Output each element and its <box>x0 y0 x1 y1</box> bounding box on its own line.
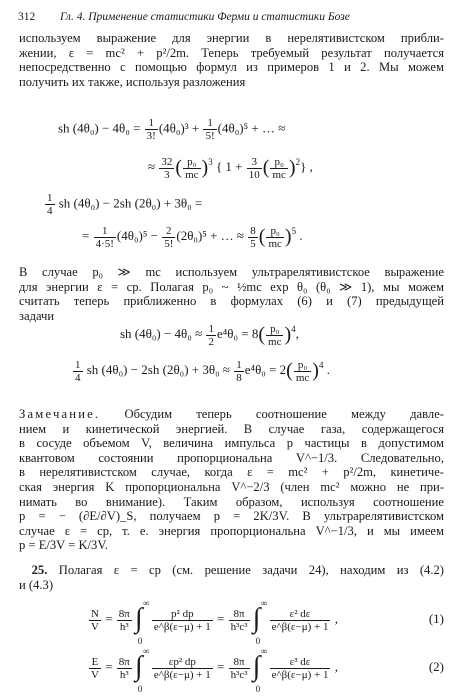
fraction: $\frac{1}{4\cdot 5!}$ <box>95 224 114 250</box>
text-line: для энергии ε = cp. Полагая p₀ ~ ½mc exp θ₀ (θ₀ ≫ 1), мы можем <box>19 279 444 294</box>
running-title: Гл. 4. Применение статистики Ферми и статистики Бозе <box>60 11 350 23</box>
page-number: 312 <box>18 11 36 23</box>
text-line: ская энергия K пропорциональна V^−2/3 (член mc² можно не при- <box>19 479 444 494</box>
paragraph-intro <box>19 31 444 89</box>
fraction: $\frac{E}{V}$ <box>91 655 99 681</box>
text-line: нием и кинетической энергией. В случае газа, содержащегося <box>19 421 444 436</box>
equation-number: (1) <box>428 611 444 626</box>
text-line: p = − (∂E/∂V)_S, получаем p = 2K/3V. В ультрарелятивистском <box>19 509 444 524</box>
eq-text: (4θ₀)³ + <box>158 120 203 136</box>
equation-number: (2) <box>428 659 444 674</box>
expansion-eq-line1 <box>58 117 285 142</box>
fraction: $\frac{\text{p₀}}{mc}$ <box>268 224 282 250</box>
page-header <box>18 10 448 26</box>
approx-eq-line1: sh (4θ₀) − 4θ₀ ≈ $\frac{1}{2}$ e⁴θ₀ = 8( $\frac{\text{p₀}}{mc}$ )$^4$, <box>120 322 299 348</box>
fraction: $\frac{\text{εp² dp}}{e\^{}\beta(\varepsilon-\mu) + 1}$ <box>153 655 211 681</box>
integral-sign: ∫ ∞ 0 <box>252 598 267 646</box>
fraction: $\frac{\text{p₀}}{mc}$ <box>272 155 286 181</box>
text-line: получить их также, используя разложения <box>19 74 246 89</box>
fraction: $\frac{8\pi}{\text{h³c³}}$ <box>230 607 248 633</box>
problem-25-paragraph <box>19 563 444 592</box>
fraction: $\frac{8\pi}{\text{h³}}$ <box>118 655 130 681</box>
problem-number: 25. <box>31 563 48 577</box>
text-line: нимать во внимание). Таким образом, используя соотношение <box>19 494 444 509</box>
text-line: В случае p₀ ≫ mc используем ультрарелятивистское выражение <box>19 265 444 279</box>
remark-label: Замечание. <box>19 407 101 421</box>
text-line: и (4.3) <box>19 577 54 592</box>
text-line: случае ε = cp, т. е. энергия пропорциональна V^−1/3, и мы имеем <box>19 523 444 538</box>
fraction: $\frac{1}{4}$ <box>75 358 81 384</box>
eq-text: (4θ₀)⁵ + … ≈ <box>217 120 286 136</box>
text-line: жении, ε = mc² + p²/2m. Теперь требуемый результат получается <box>19 45 444 60</box>
integral-sign: ∫ ∞ 0 <box>134 646 150 694</box>
fraction: $\frac{1}{8}$ <box>236 358 242 384</box>
remark-paragraph <box>19 407 444 553</box>
fraction: $\frac{8\pi}{\text{h³}}$ <box>118 607 130 633</box>
text-line: в сосуде объемом V, величина импульса p частицы в допустимом <box>19 436 444 451</box>
fraction: $\frac{\text{ε³ dε}}{e\^{}\beta(\varepsilon-\mu) + 1}$ <box>271 655 329 681</box>
fraction: $\frac{1}{3!}$ <box>146 117 156 142</box>
text-line: считать теперь приближенно в формулах (6) и (7) предыдущей <box>19 294 444 309</box>
fraction: $\frac{\text{p₀}}{mc}$ <box>295 358 310 384</box>
integral-sign: ∫ ∞ 0 <box>134 598 150 646</box>
text-line: 25. Полагая ε = cp (см. решение задачи 24), находим из (4.2) <box>31 563 444 577</box>
fraction: $\frac{8\pi}{\text{h³c³}}$ <box>230 655 248 681</box>
fraction: $\frac{\text{p² dp}}{e\^{}\beta(\varepsilon-\mu) + 1}$ <box>153 607 211 633</box>
fraction: $\frac{32}{3}$ <box>161 155 173 181</box>
text-line: в нерелятивистском случае, когда ε = mc² + p²/2m, кинетиче- <box>19 465 444 480</box>
text-line: непосредственно с помощью формул из примеров 1 и 2. Мы можем <box>19 60 444 75</box>
text-line: задачи <box>19 308 55 323</box>
fraction: $\frac{2}{5!}$ <box>164 224 174 250</box>
equation-1: $\frac{N}{V}$ = $\frac{8\pi}{\text{h³}}$ ∫ ∞ 0 $\frac{\text{p² dp}}{e\^{}\beta(\varepsilon-\mu) + 1}$ = $\frac{8\pi}{\text{h³c³}}$ ∫ ∞ 0 $\frac{\text{ε² dε}}{e\^{}\beta(\varepsilon-\mu) + 1}$ , (1) <box>91 598 444 646</box>
expansion-eq-line4: = $\frac{1}{4\cdot 5!}$ (4θ₀)⁵ − $\frac{2}{5!}$ (2θ₀)⁵ + … ≈ $\frac{8}{5}$ ( $\frac{\text{p₀}}{mc}$ )$^5$ . <box>82 224 303 250</box>
text-line: Замечание. Обсудим теперь соотношение между давле- <box>19 407 444 421</box>
integral-sign: ∫ ∞ 0 <box>252 646 267 694</box>
fraction: $\frac{8}{5}$ <box>250 224 256 250</box>
text-line: квантовом состоянии пропорциональна V^−1/3. Следовательно, <box>19 450 444 465</box>
eq-text: sh (4θ₀) − 4θ₀ = <box>58 120 144 136</box>
fraction: $\frac{\text{p₀}}{mc}$ <box>185 155 199 181</box>
approx-eq-line2: $\frac{1}{4}$ sh (4θ₀) − 2sh (2θ₀) + 3θ₀ ≈ $\frac{1}{8}$ e⁴θ₀ = 2( $\frac{\text{p₀}}{mc}$ )$^4$ . <box>75 358 330 384</box>
fraction: $\frac{N}{V}$ <box>91 607 99 633</box>
paragraph-ultrarelativistic <box>19 265 444 323</box>
fraction: $\frac{\text{ε² dε}}{e\^{}\beta(\varepsilon-\mu) + 1}$ <box>271 607 329 633</box>
text-line: p = E/3V = K/3V. <box>19 538 108 553</box>
text-line: используем выражение для энергии в нерелятивистском прибли- <box>19 31 444 45</box>
fraction: $\frac{1}{4}$ <box>47 192 53 217</box>
expansion-eq-line2: ≈ $\frac{32}{3}$ ( $\frac{\text{p₀}}{mc}$ )$^3$ { 1 + $\frac{3}{10}$ ( $\frac{\text{p₀}}{mc}$ )$^2$} , <box>148 155 313 181</box>
expansion-eq-line3: $\frac{1}{4}$ sh (4θ₀) − 2sh (2θ₀) + 3θ₀ = <box>47 192 203 217</box>
fraction: $\frac{1}{5!}$ <box>205 117 215 142</box>
fraction: $\frac{3}{10}$ <box>248 155 260 181</box>
fraction: $\frac{1}{2}$ <box>208 322 214 348</box>
fraction: $\frac{\text{p₀}}{mc}$ <box>268 322 282 348</box>
equation-2: $\frac{E}{V}$ = $\frac{8\pi}{\text{h³}}$ ∫ ∞ 0 $\frac{\text{εp² dp}}{e\^{}\beta(\varepsilon-\mu) + 1}$ = $\frac{8\pi}{\text{h³c³}}$ ∫ ∞ 0 $\frac{\text{ε³ dε}}{e\^{}\beta(\varepsilon-\mu) + 1}$ , (2) <box>91 646 444 694</box>
